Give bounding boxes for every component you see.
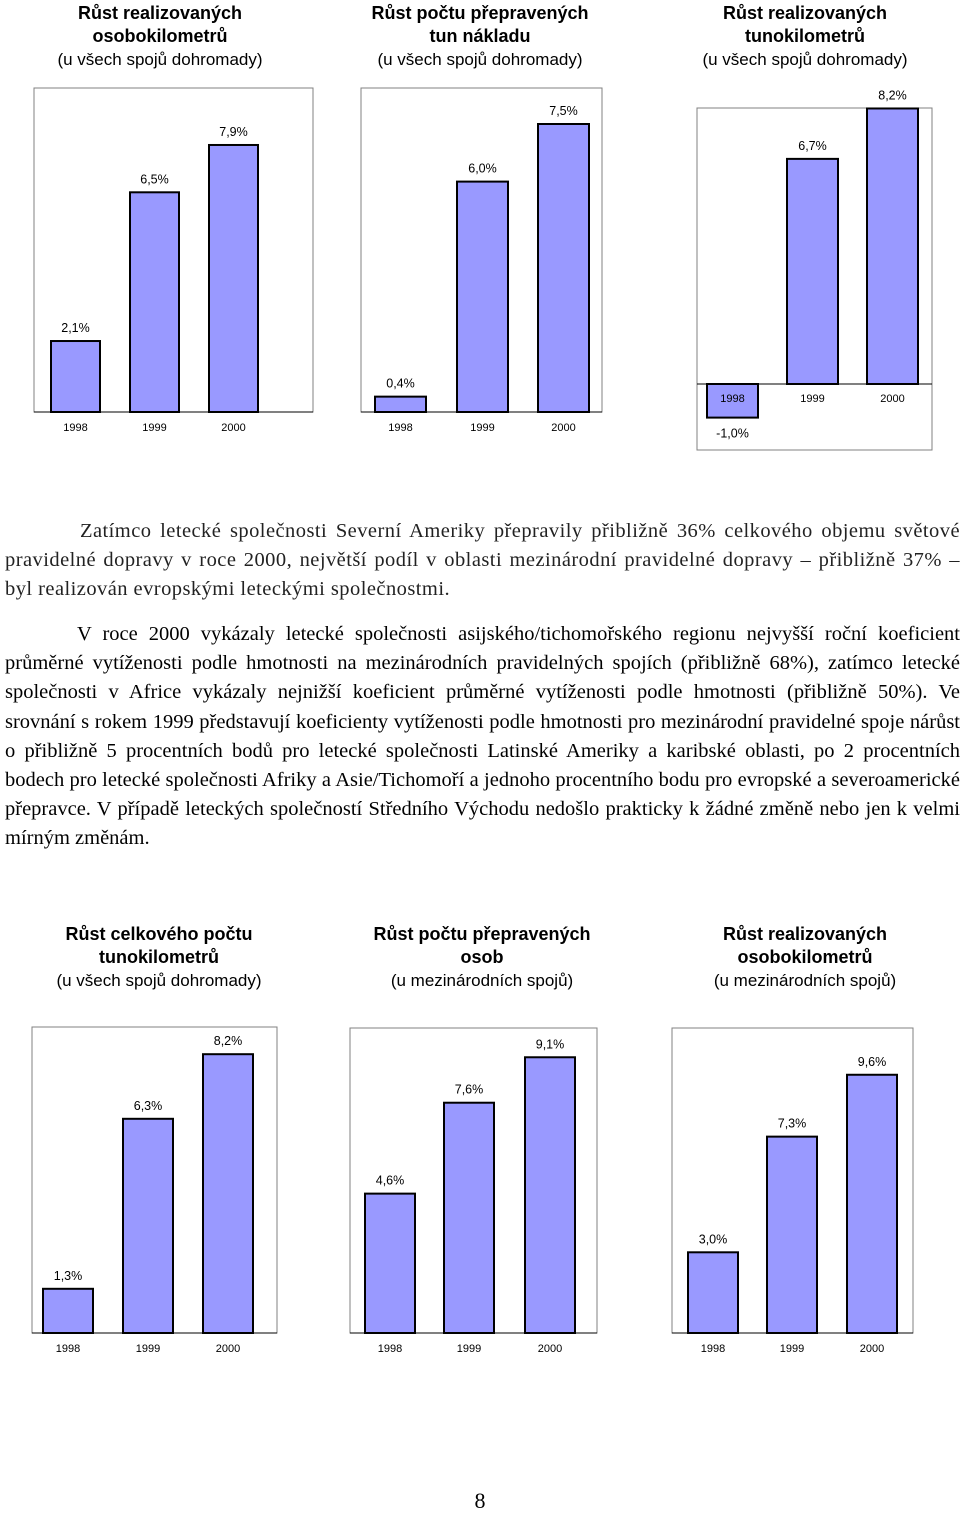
chart-2-bar-1999 [457,182,508,412]
chart-title-6: Růst realizovaných osobokilometrů (u mezinárodních spojů) [713,924,897,990]
chart-3-tick-label-2000: 2000 [880,393,905,405]
chart-6-bar-1998 [688,1252,738,1333]
chart-4-tick-label-1999: 1999 [135,1343,161,1355]
chart-5-tick-label-1998: 1998 [377,1343,403,1355]
chart-title-4: Růst celkového počtu tunokilometrů (u všech spojů dohromady) [56,924,262,990]
chart-title-2: Růst počtu přepravených tun nákladu (u všech spojů dohromady) [371,3,589,69]
chart-4-data-label-2000: 8,2% [213,1034,243,1049]
chart-1-data-label-1998: 2,1% [61,321,90,336]
chart-4-bar-2000 [203,1054,253,1333]
chart-2-tick-label-1999: 1999 [470,422,495,434]
chart-5-tick-label-2000: 2000 [537,1343,563,1355]
chart-5-bar-1999 [444,1103,494,1333]
chart-5-data-label-1999: 7,6% [454,1082,484,1097]
chart-6-data-label-1998: 3,0% [698,1232,728,1247]
chart-2-data-label-1999: 6,0% [468,161,497,176]
chart-5-bar-2000 [525,1057,575,1333]
chart-2-data-label-2000: 7,5% [549,104,578,118]
chart-title-5: Růst počtu přepravených osob (u mezinárodních spojů) [373,924,591,990]
chart-4-tick-label-2000: 2000 [215,1343,241,1355]
chart-5-data-label-1998: 4,6% [375,1173,405,1188]
chart-1-bar-1999 [130,192,179,412]
chart-5-tick-label-1999: 1999 [456,1343,482,1355]
chart-2-data-label-1998: 0,4% [386,376,415,391]
chart-3-bar-2000 [867,108,918,384]
chart-1-data-label-2000: 7,9% [219,124,248,139]
page-number: 8 [474,1488,486,1513]
chart-6-bar-1999 [767,1137,817,1333]
chart-6-data-label-2000: 9,6% [857,1054,887,1069]
paragraph-2: V roce 2000 vykázaly letecké společnosti asijského/tichomořského regionu nejvyšší roční koeficient průměrné vytíženosti podle hmotnosti na mezinárodních pravidelných spojích (přibližně 68%), zatímco letecké společnosti v Africe vykázaly nejnižší koeficient průměrné vytíženosti podle hmotnosti (přibližně 50%). Ve srovnání s rokem 1999 představují koeficienty vytíženosti podle hmotnosti pro mezinárodní pravidelné spoje nárůst o přibližně 5 procentních bodů pro letecké společnosti Latinské Ameriky a karibské oblasti, po 2 procentních bodech pro letecké společnosti Afriky a Asie/Tichomoří a jednoho procentního bodu pro evropské a severoamerické přepravce. V případě leteckých společností Středního Východu nedošlo prakticky k žádné změně nebo jen k velmi mírným změnám. [5,623,960,850]
chart-3-data-label-1998: -1,0% [716,426,749,441]
chart-6-data-label-1999: 7,3% [777,1116,807,1131]
chart-5-bar-1998 [365,1194,415,1333]
chart-1-data-label-1999: 6,5% [140,172,169,187]
chart-2-tick-label-1998: 1998 [388,422,413,434]
chart-1-bar-1998 [51,341,100,412]
chart-6-tick-label-1999: 1999 [779,1343,805,1355]
chart-3-data-label-1999: 6,7% [798,138,827,153]
chart-4-bar-1999 [123,1119,173,1333]
chart-6-tick-label-2000: 2000 [859,1343,885,1355]
chart-2-bar-2000 [538,124,589,412]
chart-6-tick-label-1998: 1998 [700,1343,726,1355]
chart-6-bar-2000 [847,1075,897,1333]
chart-2-bar-1998 [375,397,426,412]
chart-4-tick-label-1998: 1998 [55,1343,81,1355]
chart-1-tick-label-1998: 1998 [63,422,88,434]
chart-title-1: Růst realizovaných osobokilometrů (u všech spojů dohromady) [57,3,263,69]
chart-2-tick-label-2000: 2000 [551,422,576,434]
chart-4-data-label-1999: 6,3% [133,1098,163,1113]
chart-1-bar-2000 [209,145,258,412]
chart-3-data-label-2000: 8,2% [878,88,907,103]
chart-4-data-label-1998: 1,3% [53,1268,83,1283]
chart-3-bar-1999 [787,159,838,384]
chart-4-bar-1998 [43,1289,93,1333]
chart-1-tick-label-2000: 2000 [221,422,246,434]
paragraph-1: Zatímco letecké společnosti Severní Ameriky přepravily přibližně 36% celkového objemu světové pravidelné dopravy v roce 2000, největší podíl v oblasti mezinárodní pravidelné dopravy – přibližně 37% – byl realizován evropskými leteckými společnostmi. [5,520,960,601]
chart-1-tick-label-1999: 1999 [142,422,167,434]
chart-3-tick-label-1998: 1998 [720,393,745,405]
chart-3-tick-label-1999: 1999 [800,393,825,405]
chart-title-3: Růst realizovaných tunokilometrů (u všech spojů dohromady) [702,3,908,69]
chart-5-data-label-2000: 9,1% [535,1037,565,1052]
